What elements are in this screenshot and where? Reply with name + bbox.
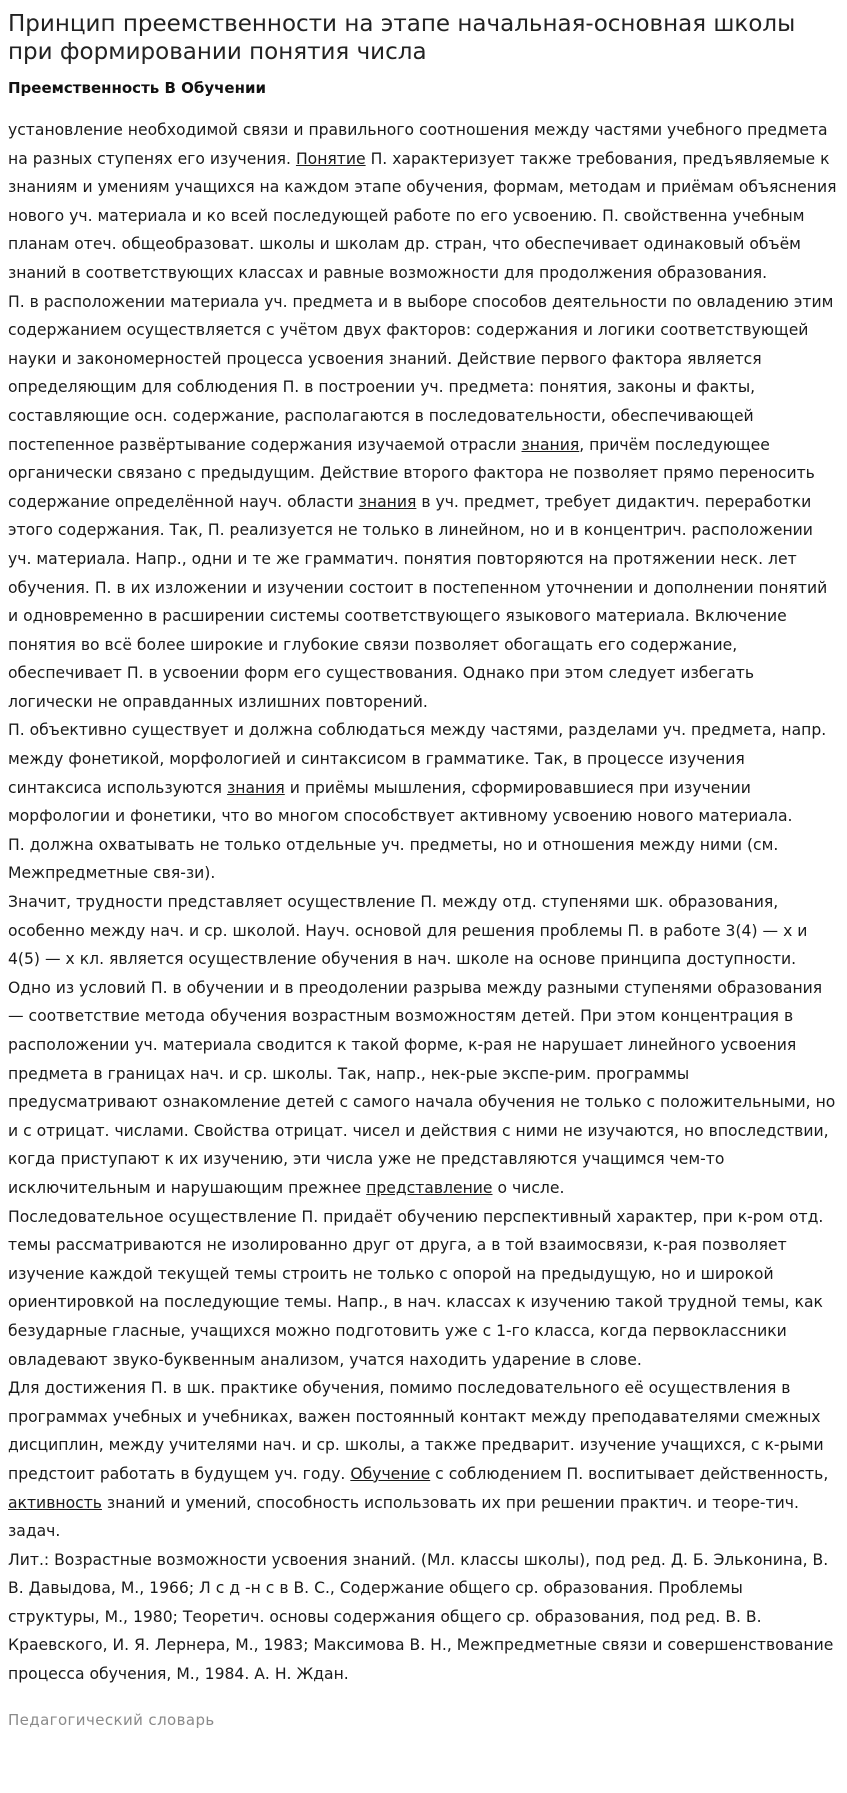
text-span: П. в расположении материала уч. предмета и в выборе способов деятельности по овладению этим содержанием осуществляется с учётом двух факторов: содержания и логики соответствующей науки и закономерностей процесса усвоения знаний. Действие первого фактора является определяющим для соблюдения П. в построении уч. предмета: понятия, законы и факты, составляющие осн. содержание, располагаются в последовательности, обеспечивающей постепенное развёртывание содержания изучаемой отрасли <box>8 292 834 454</box>
text-span: установление необходимой связи и правильного соотношения между частями учебного предмета на разных ступенях его изучения. <box>8 121 828 168</box>
text-span: Для достижения П. в шк. практике обучения, помимо последовательного её осуществления в программах учебных и учебниках, важен постоянный контакт между преподавателями смежных дисциплин, между учителями нач. и ср. школы, а также предварит. изучение учащихся, с к-рыми предстоит работать в будущем уч. году. <box>8 1379 824 1483</box>
paragraph-school-levels <box>8 888 839 1203</box>
text-span: П. характеризует также требования, предъявляемые к знаниям и умениям учащихся на каждом этапе обучения, формам, методам и приёмам объяснения нового уч. материала и ко всей последующей работе по его усвоению. П. свойственна учебным планам отеч. общеобразоват. школы и школам др. стран, что обеспечивает одинаковый объём знаний в соответствующих классах и равные возможности для продолжения образования. <box>8 149 837 282</box>
paragraph-factors <box>8 288 839 717</box>
text-span: знаний и умений, способность использовать их при решении практич. и теоре-тич. задач. <box>8 1493 799 1541</box>
paragraph-literature <box>8 1546 839 1689</box>
text-span: Последовательное осуществление П. придаёт обучению перспективный характер, при к-ром отд. темы рассматриваются не изолированно друг от друга, а в той взаимосвязи, к-рая позволяет изучение каждой текущей темы строить не только с опорой на предыдущую, но и широкой ориентировкой на последующие темы. Напр., в нач. классах к изучению такой трудной темы, как безударные гласные, учащихся можно подготовить уже с 1-го класса, когда первоклассники овладевают звуко-буквенным анализом, учатся находить ударение в слове. <box>8 1207 824 1369</box>
article-subtitle: Преемственность В Обучении <box>8 79 266 97</box>
page-title: Принцип преемственности на этапе начальная-основная школы при формировании понятия числа <box>8 11 796 65</box>
link-obuchenie[interactable]: Обучение <box>350 1464 431 1483</box>
link-ponyatie[interactable]: Понятие <box>295 149 366 168</box>
text-span: П. должна охватывать не только отдельные уч. предметы, но и отношения между ними (см. Межпредметные свя-зи). <box>8 835 779 883</box>
paragraph-perspective <box>8 1203 839 1375</box>
text-span: о числе. <box>492 1178 565 1197</box>
article-body <box>8 116 839 1689</box>
paragraph-interdisciplinary <box>8 831 839 888</box>
link-predstavlenie[interactable]: представление <box>366 1178 493 1197</box>
text-span: в уч. предмет, требует дидактич. переработки этого содержания. Так, П. реализуется не только в линейном, но и в концентрич. расположении уч. материала. Напр., одни и те же грамматич. понятия повторяются на протяжении неск. лет обучения. П. в их изложении и изучении состоит в постепенном уточнении и дополнении понятий и одновременно в расширении системы соответствующего языкового материала. Включение понятия во всё более широкие и глубокие связи позволяет обогащать его содержание, обеспечивает П. в усвоении форм его существования. Однако при этом следует избегать логически не оправданных излишних повторений. <box>8 492 828 711</box>
link-znaniya[interactable]: знания <box>358 492 417 511</box>
text-span: Значит, трудности представляет осуществление П. между отд. ступенями шк. образования, особенно между нач. и ср. школой. Науч. основой для решения проблемы П. в работе 3(4) — х и 4(5) — х кл. является осуществление обучения в нач. школе на основе принципа доступности. Одно из условий П. в обучении и в преодолении разрыва между разными ступенями образования — соответствие метода обучения возрастным возможностям детей. При этом концентрация в расположении уч. материала сводится к такой форме, к-рая не нарушает линейного усвоения предмета в границах нач. и ср. школы. Так, напр., нек-рые экспе-рим. программы предусматривают ознакомление детей с самого начала обучения не только с положительными, но и с отрицат. числами. Свойства отрицат. чисел и действия с ними не изучаются, но впоследствии, когда приступают к их изучению, эти числа уже не представляются учащимся чем-то исключительным и нарушающим прежнее <box>8 893 836 1197</box>
source-label: Педагогический словарь <box>8 1710 215 1729</box>
text-span: с соблюдением П. воспитывает действенность, <box>430 1464 829 1483</box>
link-znaniya[interactable]: знания <box>521 435 580 454</box>
text-span: и приёмы мышления, сформировавшиеся при изучении морфологии и фонетики, что во многом способствует активному усвоению нового материала. <box>8 778 793 826</box>
link-znaniya[interactable]: знания <box>227 778 285 797</box>
paragraph-definition <box>8 116 839 288</box>
text-span: , причём последующее органически связано с предыдущим. Действие второго фактора не позволяет прямо переносить содержание определённой науч. области <box>8 435 815 511</box>
text-span: Лит.: Возрастные возможности усвоения знаний. (Мл. классы школы), под ред. Д. Б. Эльконина, В. В. Давыдова, М., 1966; Л с д -н с в В. С., Содержание общего ср. образования. Проблемы структуры, М., 1980; Теоретич. основы содержания общего ср. образования, под ред. В. В. Краевского, И. Я. Лернера, М., 1983; Максимова В. Н., Межпредметные связи и совершенствование процесса обучения, М., 1984. А. Н. Ждан. <box>8 1550 834 1684</box>
paragraph-subject-parts <box>8 716 839 830</box>
paragraph-practice <box>8 1374 839 1546</box>
link-aktivnost[interactable]: активность <box>8 1493 102 1512</box>
text-span: П. объективно существует и должна соблюдаться между частями, разделами уч. предмета, напр. между фонетикой, морфологией и синтаксисом в грамматике. Так, в процессе изучения синтаксиса используются <box>8 721 827 797</box>
